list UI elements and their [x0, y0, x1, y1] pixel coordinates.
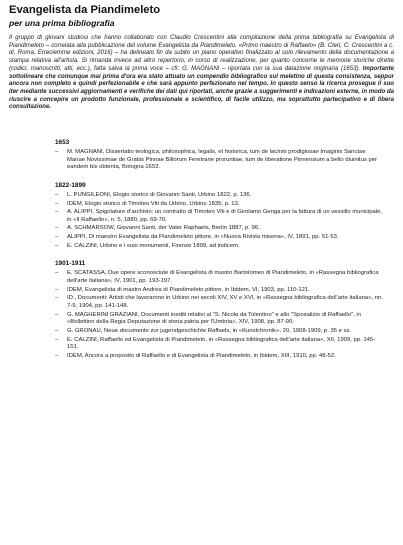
- entry-dash: –: [55, 149, 59, 156]
- bibliography-entry: [55, 192, 385, 200]
- bibliography-entry: [55, 353, 385, 361]
- bibliography-entry: [55, 209, 385, 224]
- bibliography: [55, 139, 385, 361]
- entry-text: IDEM, Elogio storico di Timoteo Viti da Urbino, Urbino 1835, p. 13.: [67, 200, 240, 207]
- entry-dash: –: [55, 336, 59, 343]
- entry-dash: –: [55, 234, 59, 241]
- bibliography-group: [55, 139, 385, 172]
- entry-text: ID., Documenti: Artisti che lavorarono in Urbino nei secoli XIV, XV e XVI, in «Rassegna bibliografica dell'arte italiana», nn. 7-9, 1904, pp. 141-148.: [67, 295, 383, 309]
- entry-dash: –: [55, 295, 59, 302]
- bibliography-entry: [55, 243, 385, 251]
- entry-text: E. CALZINI, Raffaello ed Evangelista di Piandimeleto, in «Rassegna bibliografica dell'arte italiana», XII, 1909, pp. 145-151.: [67, 336, 376, 351]
- bibliography-entry: [55, 328, 385, 336]
- bibliography-entry: [55, 234, 385, 242]
- bibliography-entry: [55, 337, 385, 352]
- intro-paragraph: [9, 35, 394, 112]
- bibliography-entry: [55, 149, 385, 172]
- entry-dash: –: [55, 270, 59, 277]
- entry-dash: –: [55, 200, 59, 207]
- bibliography-entry: [55, 225, 385, 233]
- bibliography-entry: [55, 295, 385, 310]
- bibliography-group: [55, 260, 385, 360]
- entry-dash: –: [55, 242, 59, 249]
- period-heading: 1901-1911: [55, 260, 86, 268]
- period-heading: 1822-1899: [55, 181, 86, 189]
- entry-text: L. PUNGILEONI, Elogio storico di Giovanni Santi, Urbino 1822, p. 136.: [67, 191, 252, 198]
- entry-text: IDEM, Ancora a proposito di Raffaello e di Evangelista di Piandimeleto, in Ibidem, XIII, 1910, pp. 48-52.: [67, 352, 336, 359]
- entry-text: G. MAGHERINI GRAZIANI, Documenti inediti relativi al "S. Nicola da Tolentino" e allo "Sposalizio di Raffaello", in «Bollettino della Regia Deputazione di storia patria per l'Umbria», XIV, 1908, pp. 87-90.: [67, 311, 361, 326]
- entry-dash: –: [55, 327, 59, 334]
- bibliography-entry: [55, 287, 385, 295]
- intro-part-1: Il gruppo di giovani studiosi che hanno collaborato con Claudio Crescentini alla compilazione della prima bibliografia su Evangelista di Piandimeleto – correlata alla pubblicazione del volume Evangelista da Piandimeleto. «Primo maestro di Raffaelo» (B. Cleri, C. Crescentini a c. di, Roma, Erreciemme edizioni, 2016) – ha delineato fin da subito un piano operativo finalizzato al solo rilevamento della documentazione a stampa relativa all'artista. Si rimanda invece ad altro repertorio, in corso di realizzazione, per quanto concerne le memorie storiche dirette (codici, manoscritti, atti, ecc.), fatta salva la prima voce – cfr. G. MAGNANI – riportata con la sua datazione originaria (1653).: [9, 35, 394, 72]
- entry-text: E. CALZINI, Urbino e i suoi monumenti, Firenze 1899, ad indicem.: [67, 242, 240, 249]
- entry-text: E. SCATASSA, Due opere sconosciute di Evangelista di mastro Bartolomeo di Piandimeleto, in «Rassegna bibliografica dell'arte italiana», IV, 1901, pp. 193-197.: [67, 270, 379, 285]
- bibliography-group: [55, 182, 385, 251]
- bibliography-entry: [55, 270, 385, 285]
- entry-text: ALIPPI, Di maestro Evangelista da Piandimeleto pittore, in «Nuova Rivista misena», IV, 1891, pp. 51-53.: [67, 234, 339, 241]
- page-title: Evangelista da Piandimeleto: [9, 4, 161, 16]
- bibliography-entry: [55, 312, 385, 327]
- period-heading: 1653: [55, 139, 70, 147]
- page-subtitle: per una prima bibliografia: [9, 18, 115, 28]
- entry-dash: –: [55, 191, 59, 198]
- entry-dash: –: [55, 225, 59, 232]
- bibliography-entry: [55, 201, 385, 209]
- entry-dash: –: [55, 352, 59, 359]
- entry-dash: –: [55, 311, 59, 318]
- entry-text: A. SCHMARSOW, Giovanni Santi, der Vater Raphaels, Berlin 1887, p. 96.: [67, 225, 260, 232]
- entry-text: IDEM, Evangelista di mastro Andrea di Piandimeleto pittore, in Ibidem, VI, 1903, pp. 110-121.: [67, 286, 310, 293]
- entry-dash: –: [55, 286, 59, 293]
- entry-text: G. GRONAU, Neue documente zur jugendgeschichte Raffaels, in «Kunstchronik», 20, 1908-1909, p. 35 e ss.: [67, 327, 352, 334]
- entry-dash: –: [55, 209, 59, 216]
- entry-text: A. ALIPPI, Spigolature d'archivio: un contratto di Timoteo Viti e di Girolamo Genga per la fattura di un vessillo municipale, in «Il Raffaello», n. 5, 1880, pp. 69-70.: [67, 209, 383, 223]
- intro-part-2: Importante sottolineare che comunque mai prima d'ora era stato attuato un compendio bibliografico sul meletino di questa consistenza, seppur ancora non completo e quindi perfezionabile e che sarà appunto perfezionato nel tempo. In questo senso la ricerca prosegue il suo iter mediante successivi aggiornamenti e verifiche dei dati qui riportati, anche grazie a suggerimenti e indicazioni esterne, in modo da riuscire a concepire un prodotto funzionale, professionale e scientifico, di facile utilizzo, ma soprattutto partecipativo e di libera consultazione.: [9, 65, 395, 111]
- entry-text: M. MAGNANI, Dissertatio teologica, philosophica, legalis, et historica, tum de lacrimi prodigiosae Imaginis Sanctae Mariae Novissimae de Gratiis Pinnae Billorum Feretrane proruntiae, tum de liberatione Pinnensium a bello diuinitus per eandem bis obtenta, Bologna 1653.: [67, 149, 378, 171]
